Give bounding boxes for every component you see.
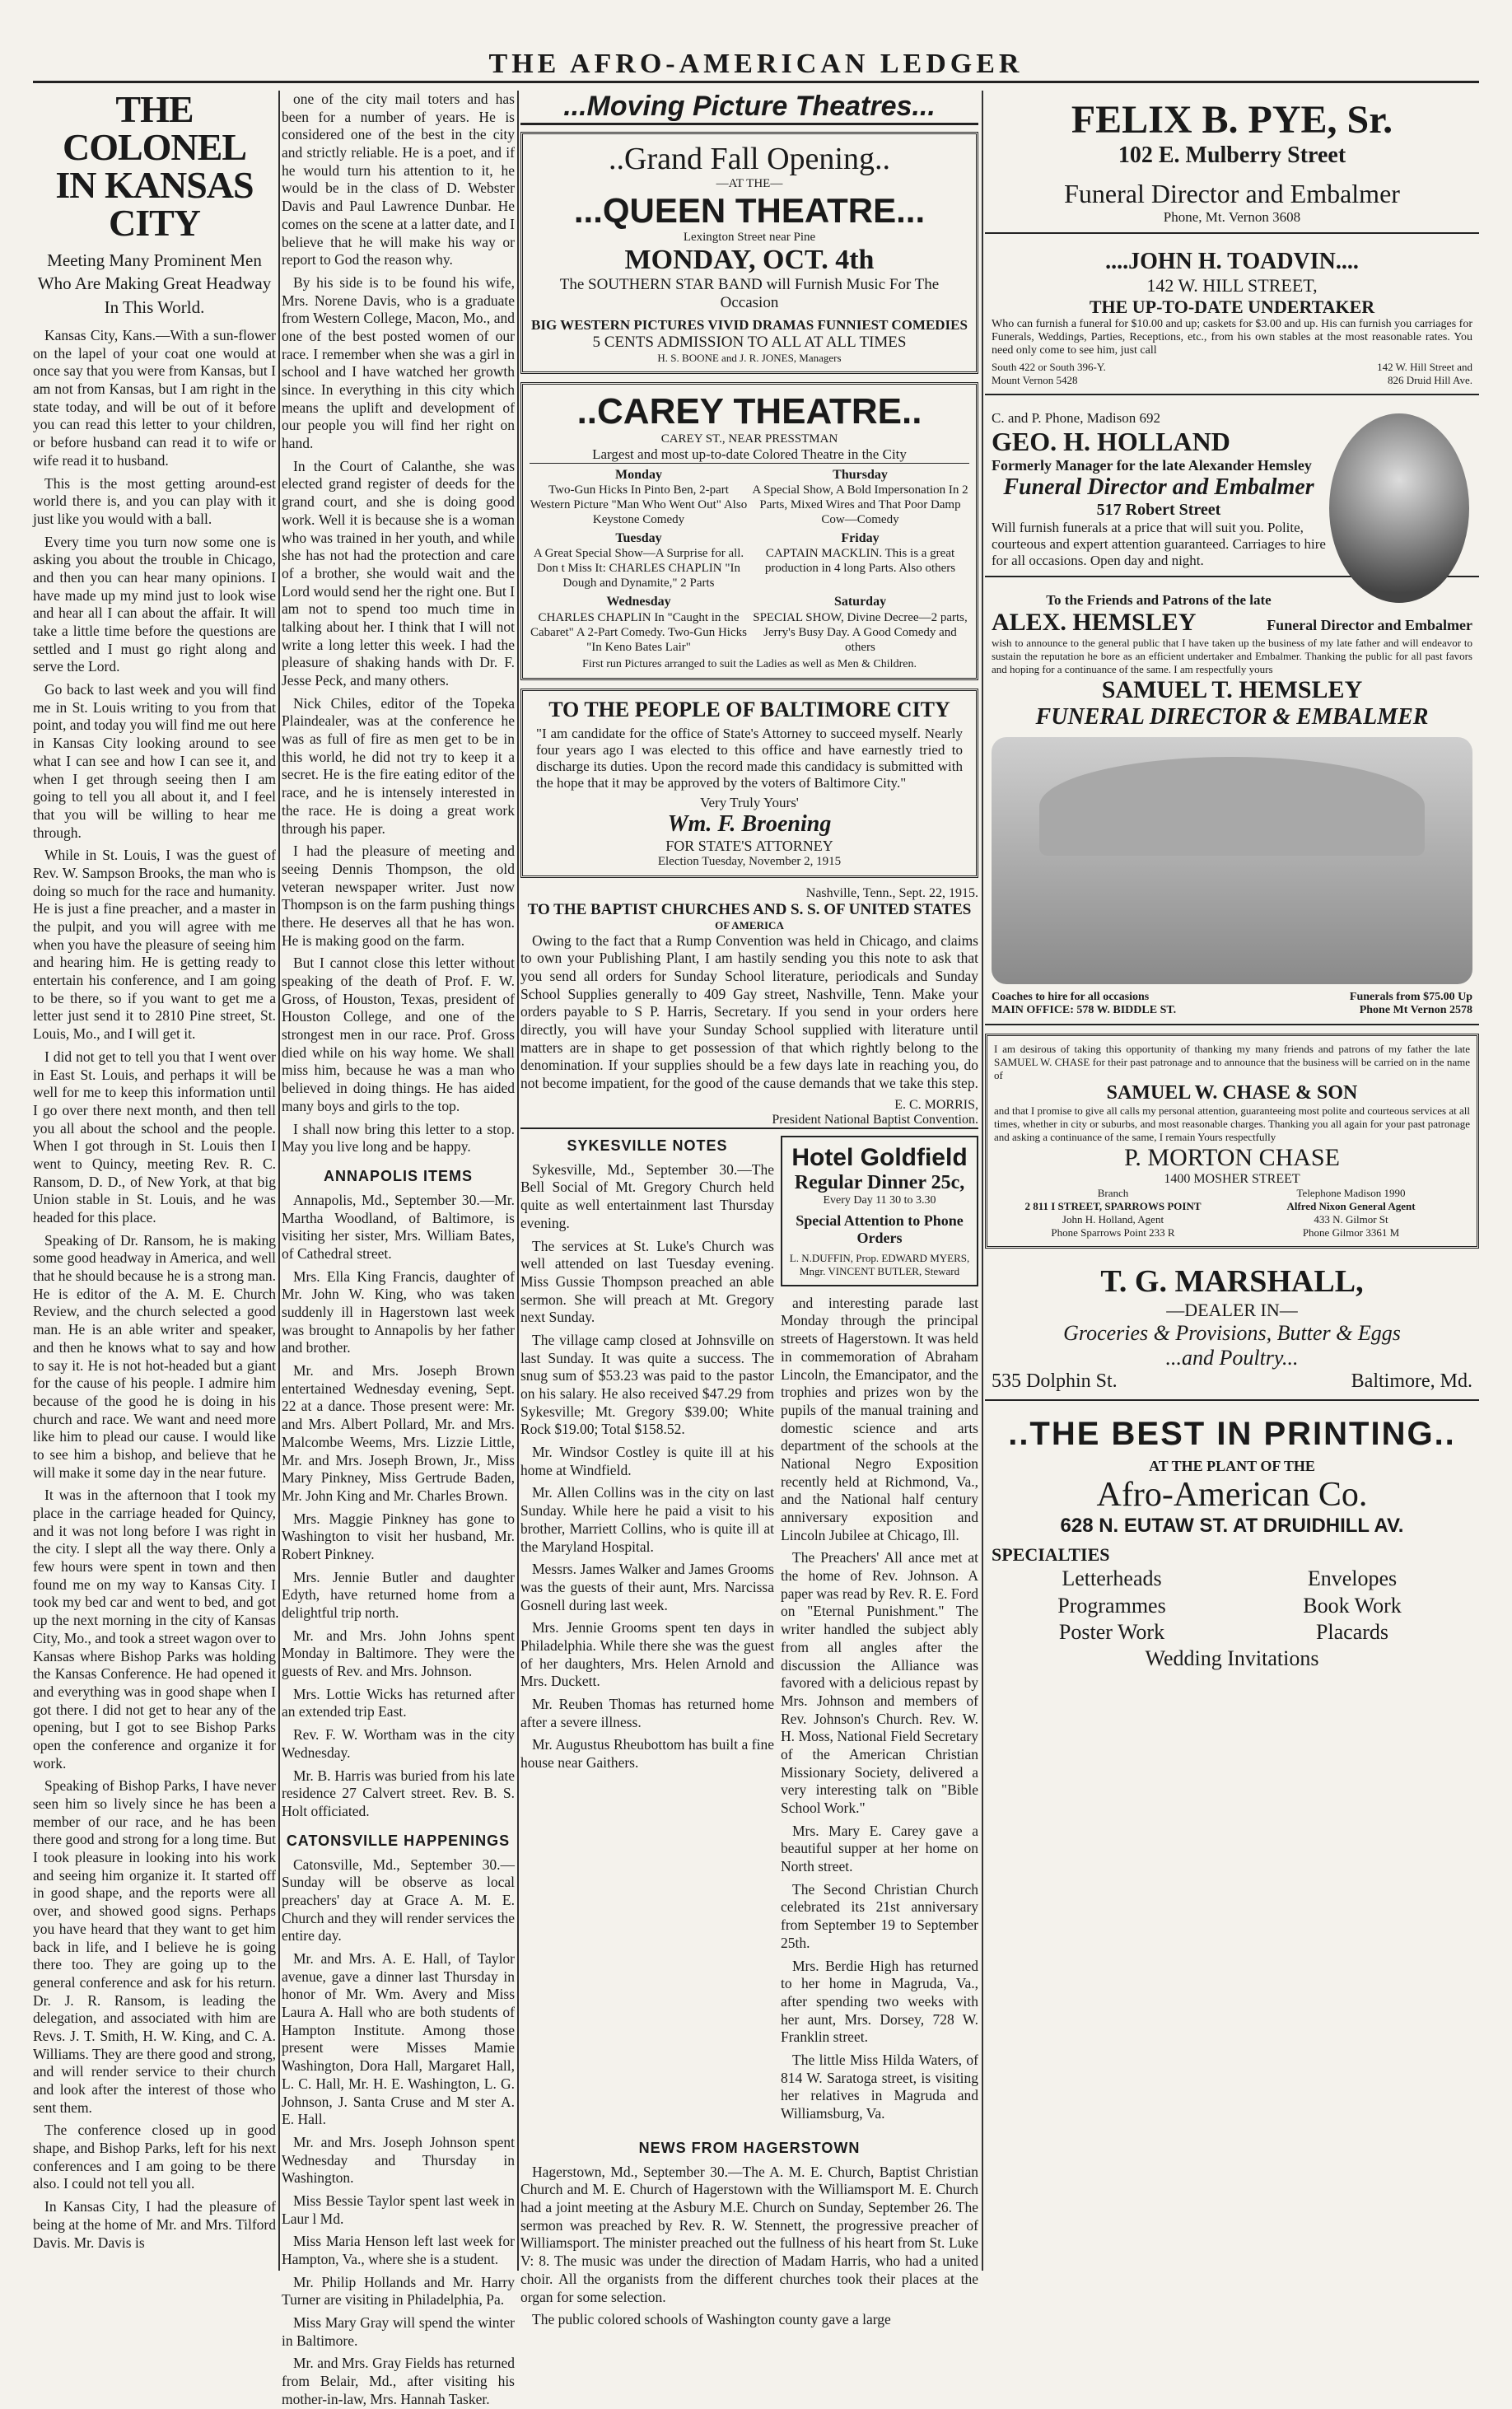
news-item: Mrs. Lottie Wicks has returned after an extended trip East. <box>282 1685 515 1720</box>
section-head-annapolis: ANNAPOLIS ITEMS <box>323 1167 473 1184</box>
portrait-photo <box>1329 413 1469 603</box>
schedule-day-text: A Special Show, A Bold Impersonation In 2 Parts, Mixed Wires and That Poor Damp Cow—Comedy <box>752 483 968 527</box>
column-rule <box>517 91 519 2271</box>
hemsley-ad <box>985 586 1479 1025</box>
specialty-item: Placards <box>1315 1620 1389 1644</box>
schedule-day-text: SPECIAL SHOW, Divine Decree—2 parts, Jerry's Busy Day. A Good Comedy and others <box>753 610 968 654</box>
printing-plant: AT THE PLANT OF THE <box>1149 1458 1315 1474</box>
hemsley-intro: To the Friends and Patrons of the late <box>1046 592 1272 608</box>
hemsley-role: Funeral Director and Embalmer <box>1267 617 1472 633</box>
holland-name: GEO. H. HOLLAND <box>992 427 1230 456</box>
schedule-day-text: Two-Gun Hicks In Pinto Ben, 2-part Western Picture "Man Who Went Out" Also Keystone Comedy <box>530 483 748 527</box>
hotel-special: Special Attention to Phone Orders <box>796 1212 964 1246</box>
paragraph: In the Court of Calanthe, she was elected grand register of deeds for the grand court, and she is doing good work. Well it is because she is a woman who was trained in her youth, and while she has not had the protection and care of a brother, she would wait and the Lord would send her the right one. But I am not to spend too much time in talking about her. I think that I will not write a long letter this week. I had the pleasure of shaking hands with Dr. F. Jesse Peck, and many others. <box>282 457 515 689</box>
news-item: Mr. Windsor Costley is quite ill at his home at Windfield. <box>520 1444 774 1478</box>
printing-company: Afro-American Co. <box>1096 1476 1368 1514</box>
column-3 <box>520 91 978 2328</box>
news-item: The services at St. Luke's Church was well attended on last Tuesday evening. Miss Gussie Thompson preached an able sermon. She will preach at Mt. Gregory next Sunday. <box>520 1237 774 1326</box>
column-2 <box>282 91 515 2407</box>
carey-footer: First run Pictures arranged to suit the Ladies as well as Men & Children. <box>582 657 917 670</box>
carey-address: CAREY ST., NEAR PRESSTMAN <box>660 432 838 446</box>
hemsley-name: SAMUEL T. HEMSLEY <box>1101 676 1363 703</box>
news-item: Mr. and Mrs. A. E. Hall, of Taylor avenue, gave a dinner last Thursday in honor of Mr. Wm. Avery and Miss Laura A. Hall who are both students of Hampton Institute. Among those present were Misses Mamie Washington, Dora Hall, Margaret Hall, L. C. Hall, Mr. H. E. Washington, L. G. Johnson, J. Santa Cruse and M ster A. E. Hall. <box>282 1950 515 2128</box>
holland-ad <box>985 404 1479 577</box>
holland-phone: C. and P. Phone, Madison 692 <box>992 410 1160 426</box>
marshall-city: Baltimore, Md. <box>1351 1370 1472 1392</box>
baptist-notice <box>520 886 978 1129</box>
queen-line: H. S. BOONE and J. R. JONES, Managers <box>657 352 842 364</box>
news-item: Mr. and Mrs. John Johns spent Monday in Baltimore. They were the guests of Rev. and Mrs. Johnson. <box>282 1627 515 1680</box>
news-item: Mr. and Mrs. Joseph Johnson spent Wednesday and Thursday in Washington. <box>282 2133 515 2187</box>
schedule-day-name: Wednesday <box>606 595 671 609</box>
schedule-day <box>530 467 748 527</box>
hagerstown-items <box>520 2164 978 2329</box>
chase-branches <box>994 1187 1470 1240</box>
baltimore-sign: Election Tuesday, November 2, 1915 <box>657 854 842 868</box>
casket-lid <box>1039 757 1424 856</box>
marshall-goods: Groceries & Provisions, Butter & Eggs <box>1063 1321 1401 1345</box>
toadvin-phone: 142 W. Hill Street and <box>1377 361 1472 373</box>
toadvin-name: ....JOHN H. TOADVIN.... <box>1105 249 1359 274</box>
queen-line: 5 CENTS ADMISSION TO ALL AT ALL TIMES <box>592 334 907 351</box>
chase-branch: Phone Gilmor 3361 M <box>1302 1226 1400 1239</box>
hotel-goldfield-ad <box>781 1136 978 1286</box>
baltimore-body: "I am candidate for the office of State's Attorney to succeed myself. Nearly four years ago I was elected to this office and have earnestly tried to discharge its duties. Upon the record made this candidacy is submitted with the hope that it may be approved by the voters of Baltimore City." <box>536 725 963 791</box>
chase-intro: I am desirous of taking this opportunity of thanking my many friends and patrons of my father the late SAMUEL W. CHASE for their past patronage and to announce that the business will be carried on in the name of <box>994 1043 1470 1081</box>
paragraph: Nick Chiles, editor of the Topeka Plaindealer, was at the conference he was as full of fire as men get to be in this world, he did not try to keep it a secret. He is the fire eating editor of the race, and he is intensely interested in the race. He is doing a great work through his paper. <box>282 694 515 837</box>
queen-title: ...QUEEN THEATRE... <box>573 191 926 230</box>
queen-theatre-ad <box>520 132 978 374</box>
hemsley-title: FUNERAL DIRECTOR & EMBALMER <box>1035 704 1429 730</box>
news-item: The Preachers' All ance met at the home of Rev. Johnson. A paper was read by Rev. R. E. Ford on "Eternal Punishment." The writer handled the subject ably from all angles after the discussion the Alliance was favored with a delicious repast by Mrs. Johnson and members of Rev. Johnson's Church. Rev. W. H. Moss, National Field Secretary of the American Christian Missionary Society, delivered a very interesting talk on "Bible School Work." <box>781 1549 978 1816</box>
pye-address: 102 E. Mulberry Street <box>1118 142 1346 168</box>
baptist-sign: E. C. MORRIS, <box>894 1097 978 1112</box>
column-4 <box>985 91 1479 2271</box>
schedule-day-text: CHARLES CHAPLIN In "Caught in the Cabaret" A 2-Part Comedy. Two-Gun Hicks "In Keno Bates Lair" <box>530 610 747 654</box>
printing-specialties-head: SPECIALTIES <box>992 1544 1110 1565</box>
toadvin-address: 142 W. HILL STREET, <box>1146 275 1318 296</box>
paragraph: This is the most getting around-est world there is, and you can play with it just like you would with a ball. <box>33 474 276 527</box>
baptist-sign: President National Baptist Convention. <box>520 1113 978 1129</box>
specialty-item: Book Work <box>1303 1593 1402 1618</box>
sykesville-notes <box>520 1136 774 2128</box>
article-body <box>33 327 276 2252</box>
hemsley-foot: Coaches to hire for all occasions <box>992 991 1150 1003</box>
paragraph: By his side is to be found his wife, Mrs. Norene Davis, who is a graduate from Western College, Macon, Mo., and one of the best posted women of our race. I remember when she was a girl in school and I have watched her growth since. In everything in this city which means the uplift and development of our people you will find her right on hand. <box>282 273 515 452</box>
hemsley-foot: Phone Mt Vernon 2578 <box>1359 1004 1472 1016</box>
news-item: Messrs. James Walker and James Grooms was the guests of their aunt, Mrs. Narcissa Gosnell during last week. <box>520 1561 774 1613</box>
news-item: Mr. Augustus Rheubottom has built a fine house near Gaithers. <box>520 1736 774 1772</box>
carey-theatre-ad <box>520 382 978 680</box>
news-item: Mrs. Maggie Pinkney has gone to Washington to visit her husband, Mr. Robert Pinkney. <box>282 1510 515 1562</box>
toadvin-phone: Mount Vernon 5428 <box>992 374 1078 386</box>
schedule-day-text: CAPTAIN MACKLIN. This is a great production in 4 long Parts. Also others <box>764 547 956 576</box>
news-item: Miss Mary Gray will spend the winter in Baltimore. <box>282 2314 515 2349</box>
article-continued <box>282 91 515 1156</box>
marshall-ad <box>985 1257 1479 1401</box>
section-head-hagerstown: NEWS FROM HAGERSTOWN <box>638 2139 861 2156</box>
hemsley-foot: MAIN OFFICE: 578 W. BIDDLE ST. <box>992 1004 1177 1016</box>
schedule-day <box>751 594 969 654</box>
news-item: Mrs. Mary E. Carey gave a beautiful supper at her home on North street. <box>781 1822 978 1875</box>
theatres-heading: ...Moving Picture Theatres... <box>520 91 978 125</box>
baptist-body: Owing to the fact that a Rump Convention was held in Chicago, and claims to own your Publishing Plant, I am hastily sending you this note to ask that you send all orders for Sunday School literature, periodicals and Sunday School Supplies generally to 409 Gay street, Nashville, Tenn. Make your orders payable to S P. Harris, Secretary. If you send in your orders here directly, you will have your Sunday School supplied with literature until matters are in shape to get possession of that which rightly belong to the denomination. If your supplies should be a few days late in reaching you, do not become impatient, for the good of the cause demands that we take this step. <box>520 931 978 1092</box>
marshall-dealer: —DEALER IN— <box>1166 1300 1298 1320</box>
schedule-day-name: Monday <box>615 468 662 482</box>
carey-tagline: Largest and most up-to-date Colored Theatre in the City <box>530 446 969 464</box>
hemsley-footer <box>992 991 1472 1017</box>
holland-address: 517 Robert Street <box>1096 501 1221 519</box>
pye-ad <box>985 91 1479 234</box>
marshall-name: T. G. MARSHALL, <box>1100 1264 1364 1299</box>
masthead: THE AFRO-AMERICAN LEDGER <box>33 48 1479 83</box>
chase-branch: Phone Sparrows Point 233 R <box>1051 1226 1175 1239</box>
news-item: Mr. and Mrs. Joseph Brown entertained Wednesday evening, Sept. 22 at a dance. Those present were: Mr. and Mrs. Albert Pollard, Mr. and Mrs. Malcombe Weems, Mrs. Lizzie Little, Mr. and Mrs. Joseph Brown, Jr., Miss Mary Pinkney, Miss Gertrude Baden, Mr. John King and Mr. Charles Brown. <box>282 1362 515 1504</box>
hemsley-late-name: ALEX. HEMSLEY <box>992 609 1197 636</box>
hagerstown-continued <box>781 1295 978 2123</box>
holland-title: Funeral Director and Embalmer <box>1003 474 1314 500</box>
specialty-item: Programmes <box>1057 1593 1166 1618</box>
chase-branch: 2 811 I STREET, SPARROWS POINT <box>1024 1200 1202 1212</box>
specialty-item: Poster Work <box>1058 1620 1165 1644</box>
news-item: Sykesville, Md., September 30.—The Bell Social of Mt. Gregory Church held quite as well entertainment last Thursday evening. <box>520 1160 774 1231</box>
paragraph: I shall now bring this letter to a stop. May you live long and be happy. <box>282 1120 515 1155</box>
baltimore-title: TO THE PEOPLE OF BALTIMORE CITY <box>548 697 950 721</box>
hotel-column <box>781 1136 978 2128</box>
baptist-title: TO THE BAPTIST CHURCHES AND S. S. OF UNITED STATES <box>527 900 972 918</box>
hemsley-foot: Funerals from $75.00 Up <box>1349 991 1472 1003</box>
chase-branch: 433 N. Gilmor St <box>1314 1213 1388 1226</box>
sykesville-row <box>520 1136 978 2128</box>
queen-line: Lexington Street near Pine <box>683 231 816 244</box>
news-item: Mr. Allen Collins was in the city on last Sunday. While here he paid a visit to his brother, Marriett Collins, who is quite ill at the Maryland Hospital. <box>520 1484 774 1555</box>
schedule-day-name: Thursday <box>833 468 888 482</box>
queen-line: ..Grand Fall Opening.. <box>609 142 890 176</box>
column-rule <box>278 91 280 2271</box>
carey-schedule <box>530 467 969 655</box>
hotel-hours: Every Day 11 30 to 3.30 <box>823 1193 936 1207</box>
chase-name: SAMUEL W. CHASE & SON <box>1106 1082 1358 1104</box>
section-head-catonsville: CATONSVILLE HAPPENINGS <box>286 1832 511 1849</box>
baptist-dateline: Nashville, Tenn., Sept. 22, 1915. <box>805 885 978 900</box>
paragraph: In Kansas City, I had the pleasure of being at the home of Mr. and Mrs. Tilford Davis. Mr. Davis is <box>33 2198 276 2251</box>
pye-phone: Phone, Mt. Vernon 3608 <box>1163 209 1301 225</box>
paragraph: I had the pleasure of meeting and seeing Dennis Thompson, the old veteran newspaper writer. Just now Thompson is on the farm pushing things there. He deserves all that he has won. He is making good on the farm. <box>282 843 515 949</box>
holland-body: Will furnish funerals at a price that will suit you. Polite, courteous and expert attention guaranteed. Carriages to hire for all occasions. Open day and night. <box>992 520 1326 568</box>
sykesville-items <box>520 1161 774 1772</box>
printing-address: 628 N. EUTAW ST. AT DRUIDHILL AV. <box>1060 1515 1404 1537</box>
paragraph: While in St. Louis, I was the guest of Rev. W. Sampson Brooks, the man who is doing so much for the race and humanity. He is just a fine preacher, and a master in the pulpit, and you will agree with me when you have the pleasure of seeing him and hearing him. He is getting ready to entertain his conference, and I am going to be there, so if you want to get me a letter just send it to 2810 Pine street, St. Louis, Mo., and I will get it. <box>33 847 276 1043</box>
schedule-day <box>530 594 748 654</box>
toadvin-tagline: THE UP-TO-DATE UNDERTAKER <box>1089 296 1375 317</box>
chase-signature: P. MORTON CHASE <box>1124 1144 1340 1171</box>
chase-branch: John H. Holland, Agent <box>1062 1213 1164 1226</box>
news-item: Mr. and Mrs. Gray Fields has returned from Belair, Md., after visiting his mother-in-law, Mrs. Hannah Tasker. <box>282 2355 515 2407</box>
catonsville-items <box>282 1856 515 2409</box>
news-item: Miss Bessie Taylor spent last week in Laur l Md. <box>282 2192 515 2227</box>
headline-line-1: THE COLONEL <box>62 88 247 168</box>
marshall-address: 535 Dolphin St. <box>992 1370 1118 1392</box>
paragraph: Speaking of Dr. Ransom, he is making some good headway in America, and well that he should because he is a strong man. He is editor of the A. M. E. Church Review, and the church selected a good man. He is an able writer and speaker, and then he knows what to say and how to say it. He is not hot-headed but a giant for the cause of his people. I admire him because of the good he is doing in his church and race. We want and need more like him to plead our cause. I would like to see him a bishop, and believe that he will make it some day in the near future. <box>33 1231 276 1481</box>
column-rule <box>982 91 983 2271</box>
printing-specialties <box>992 1566 1472 1646</box>
baltimore-signature: Wm. F. Broening <box>667 810 832 837</box>
chase-address: 1400 MOSHER STREET <box>1164 1172 1300 1186</box>
paragraph: Go back to last week and you will find me in St. Louis writing to you from that point, and today you will find me out here in Kansas City looking around to see what I can see and how I can see it, and when I get through seeing then I am going to tell you all about it, and I feel that you will be willing to hear me through. <box>33 681 277 841</box>
section-head-sykesville: SYKESVILLE NOTES <box>567 1137 728 1154</box>
paragraph: But I cannot close this letter without speaking of the death of Prof. F. W. Gross, of Houston, Texas, president of Houston College, and one of the strongest men in our race. Prof. Gross died while on his way home. We shall miss him, because he was a man who believed in doing things. He has aided many boys and girls to the top. <box>282 955 515 1114</box>
paragraph: Speaking of Bishop Parks, I have never seen him so lively since he has been a member of our race, and he has been there good and strong for a long time. But I took pleasure in looking into his work and seeing him organize it. It started off in good shape, and the reports were all over, and showed good signs. Perhaps you have heard that they want to get him back in life, and I believe he is going there too. They are going up to the general conference and ask for his return. Dr. J. R. Ransom, is leading the delegation, and associated with him are Revs. J. T. Smith, H. W. King, and C. A. Williams. They are there good and strong, and will render service to their church and look after the interest of those who sent them. <box>33 1777 276 2116</box>
schedule-day <box>751 530 969 591</box>
hotel-dinner: Regular Dinner 25c, <box>794 1171 965 1193</box>
hotel-staff: L. N.DUFFIN, Prop. EDWARD MYERS, Mngr. VINCENT BUTLER, Steward <box>789 1251 970 1277</box>
paragraph: It was in the afternoon that I took my place in the carriage headed for Quincy, and it was not long before I was right in the city. I slept all the way there. Only a few hours were spent in town and then found me on my way to Kansas City. I took my bed car and went to bed, and got up the next morning in the city of Kansas City, Mo., and took a street wagon over to Kansas where Bishop Parks was holding the Kansas Conference. He had opened it and everything was in good shape when I got there. I did not get to hear any of the opening, but I got to see Bishop Parks open the conference and organize it for work. <box>33 1487 276 1772</box>
holland-former: Formerly Manager for the late Alexander Hemsley <box>992 457 1312 474</box>
pye-name: FELIX B. PYE, Sr. <box>1071 98 1393 142</box>
toadvin-phone: 826 Druid Hill Ave. <box>1387 374 1472 386</box>
news-item: Mr. B. Harris was buried from his late residence 27 Calvert street. Rev. B. S. Holt officiated. <box>282 1767 515 1819</box>
paragraph: one of the city mail toters and has been for a number of years. He is considered one of the best in the city and strictly reliable. He is a poet, and if he would turn his attention to it, he would be in the class of D. Webster Davis and Paul Lawrence Dunbar. He comes on the scene at a latter date, and I believe that he will make his way or report to God the reason why. <box>282 91 515 268</box>
schedule-day <box>751 467 969 527</box>
annapolis-items <box>282 1192 515 1821</box>
toadvin-phone: South 422 or South 396-Y. <box>992 361 1106 373</box>
news-item: Hagerstown, Md., September 30.—The A. M. E. Church, Baptist Christian Church and M. E. Church of Hagerstown with the Williamsport M. E. Church had a joint meeting at the Asbury M.E. Church on Sunday, September 26. The sermon was preached by Rev. R. W. Stennett, the progressive preacher of Williamsport. The minister preached out the fullness of his heart from St. Luke V: 8. The music was under the direction of Madam Harris, who had a united choir. All the organists from the different churches took their places at the organ for some selection. <box>520 2163 978 2305</box>
chase-ad <box>985 1034 1479 1249</box>
printing-ad <box>985 1409 1479 1678</box>
chase-branch: Telephone Madison 1990 <box>1296 1187 1406 1199</box>
hemsley-header <box>992 609 1472 637</box>
news-item: Mrs. Jennie Butler and daughter Edyth, have returned home from a delightful trip north. <box>282 1568 515 1621</box>
chase-branch: Branch <box>1097 1187 1129 1199</box>
specialty-item: Letterheads <box>1062 1566 1162 1590</box>
news-item: Mr. Reuben Thomas has returned home after a severe illness. <box>520 1696 774 1730</box>
queen-line: BIG WESTERN PICTURES VIVID DRAMAS FUNNIEST COMEDIES <box>531 317 968 333</box>
news-item: Mrs. Ella King Francis, daughter of Mr. John W. King, who was taken suddenly ill in Hagerstown last week was brought to Annapolis by her father and brother. <box>282 1268 515 1356</box>
news-item: and interesting parade last Monday through the principal streets of Hagerstown. It was held in commemoration of Abraham Lincoln, the Emancipator, and the trophies and prizes won by the pupils of the manual training and domestic science and arts department of the schools at the National Negro Exposition recently held at Richmond, Va., and the National half century anniversary exposition and Lincoln Jubilee at Chicago, Ill. <box>781 1294 978 1543</box>
hotel-title: Hotel Goldfield <box>791 1143 968 1171</box>
hemsley-body: wish to announce to the general public that I have taken up the business of my late father and will endeavor to sustain the reputation he bore as an efficient undertaker and Embalmer. Thanking the public for all past favors and hoping for a continuance of the same. I am respectfully yours <box>992 637 1472 675</box>
news-item: Miss Maria Henson left last week for Hampton, Va., where she is a student. <box>282 2233 515 2267</box>
marshall-poultry: ...and Poultry... <box>1165 1346 1299 1370</box>
schedule-day-name: Tuesday <box>615 531 662 546</box>
news-item: Rev. F. W. Wortham was in the city Wednesday. <box>282 1726 515 1761</box>
toadvin-ad <box>985 242 1479 395</box>
paragraph: I did not get to tell you that I went over in East St. Louis, and perhaps it will be well for me to keep this information until I go over there next month, and then tell you all about the school and the people. When I got through in St. Louis then I went to Quincy, meeting Rev. R. C. Ransom, D. D., of New York, at that big Union stable in St. Louis, and he was headed for this place. <box>33 1048 276 1226</box>
baltimore-sign: FOR STATE'S ATTORNEY <box>665 837 833 854</box>
news-item: The public colored schools of Washington county gave a large <box>532 2311 891 2328</box>
paragraph: The conference closed up in good shape, and Bishop Parks, left for his next conferences and I am going to be there also. I could not tell you all. <box>33 2122 276 2192</box>
chase-branch: Alfred Nixon General Agent <box>1286 1200 1416 1212</box>
queen-line: —AT THE— <box>716 177 783 190</box>
news-item: The Second Christian Church celebrated its 21st anniversary from September 19 to September 25th. <box>781 1880 978 1951</box>
paragraph: Every time you turn now some one is asking you about the trouble in Chicago, and then you can hear many opinions. I have made up my mind just to look wise and hear all I can about the affair. It will take a little time before the questions are settled and I must go right along and serve the Lord. <box>33 533 276 675</box>
headline <box>33 88 276 244</box>
printing-last-item: Wedding Invitations <box>1145 1646 1319 1670</box>
schedule-day-name: Friday <box>841 531 880 546</box>
news-item: The little Miss Hilda Waters, of 814 W. Saratoga street, is visiting her relatives in Magruda and Williamsburg, Va. <box>781 2051 978 2122</box>
chase-body: and that I promise to give all calls my personal attention, guaranteeing most polite and courteous services at all times, whether in city or suburbs, and most reasonable charges. Thanking you all again for your past patronage and asking a continuance of the same, I remain Yours respectfully <box>994 1104 1470 1143</box>
news-item: Mrs. Berdie High has returned to her home in Magruda, Va., after spending two weeks with her aunt, Mrs. Dorsey, 728 W. Franklin street. <box>781 1957 978 2046</box>
marshall-address-row <box>992 1370 1472 1393</box>
casket-image <box>992 737 1472 984</box>
queen-line: The SOUTHERN STAR BAND will Furnish Music For The Occasion <box>559 276 940 311</box>
toadvin-body: Who can furnish a funeral for $10.00 and up; caskets for $3.00 and up. His can furnish you carriages for Funerals, Weddings, Parties, Receptions, etc., from his own stables at the most reasonable rates. You need only come to see him, just call <box>992 318 1472 357</box>
headline-line-2: IN KANSAS CITY <box>55 164 254 244</box>
baltimore-sign: Very Truly Yours' <box>700 794 799 810</box>
news-item: Mr. Philip Hollands and Mr. Harry Turner are visiting in Philadelphia, Pa. <box>282 2273 515 2309</box>
subhead: Meeting Many Prominent Men Who Are Making Great Headway In This World. <box>37 250 272 317</box>
baptist-sub: OF AMERICA <box>715 918 784 931</box>
schedule-day <box>530 530 748 591</box>
news-item: Annapolis, Md., September 30.—Mr. Martha Woodland, of Baltimore, is visiting her sister, Mrs. William Bates, of Cathedral street. <box>282 1191 515 1262</box>
printing-head: ..THE BEST IN PRINTING.. <box>1008 1416 1456 1452</box>
toadvin-phones <box>992 361 1472 387</box>
news-item: Mrs. Jennie Grooms spent ten days in Philadelphia. While there she was the guest of her daughters, Mrs. Helen Arnold and Mrs. Duckett. <box>520 1619 774 1690</box>
column-1 <box>33 88 277 2271</box>
news-item: Catonsville, Md., September 30.—Sunday will be observe as local preachers' day at Grace A. M. E. Church and they will render services the entire day. <box>282 1856 515 1944</box>
broening-ad <box>520 689 978 878</box>
queen-date: MONDAY, OCT. 4th <box>624 245 875 275</box>
schedule-day-name: Saturday <box>833 595 887 609</box>
schedule-day-text: A Great Special Show—A Surprise for all. Don t Miss It: CHARLES CHAPLIN "In Dough and Dynamite," 2 Parts <box>533 547 744 591</box>
paragraph: Kansas City, Kans.—With a sun-flower on the lapel of your coat one would at once say that you were from Kansas, but I am not from Kansas, but I am right in the state today, and will be out of it before you can read this letter to your children, or before husband can read it to wife or wife read it to husband. <box>33 327 276 469</box>
carey-title: ..CAREY THEATRE.. <box>576 391 922 432</box>
pye-title: Funeral Director and Embalmer <box>1064 179 1400 208</box>
specialty-item: Envelopes <box>1307 1566 1398 1590</box>
news-item: The village camp closed at Johnsville on last Sunday. It was quite a success. The snug sum of $53.23 was paid to the pastor on his salary. He also received $47.29 from Sykesville; Mt. Gregory $39.00; White Rock $19.00; Total $158.52. <box>520 1331 774 1438</box>
